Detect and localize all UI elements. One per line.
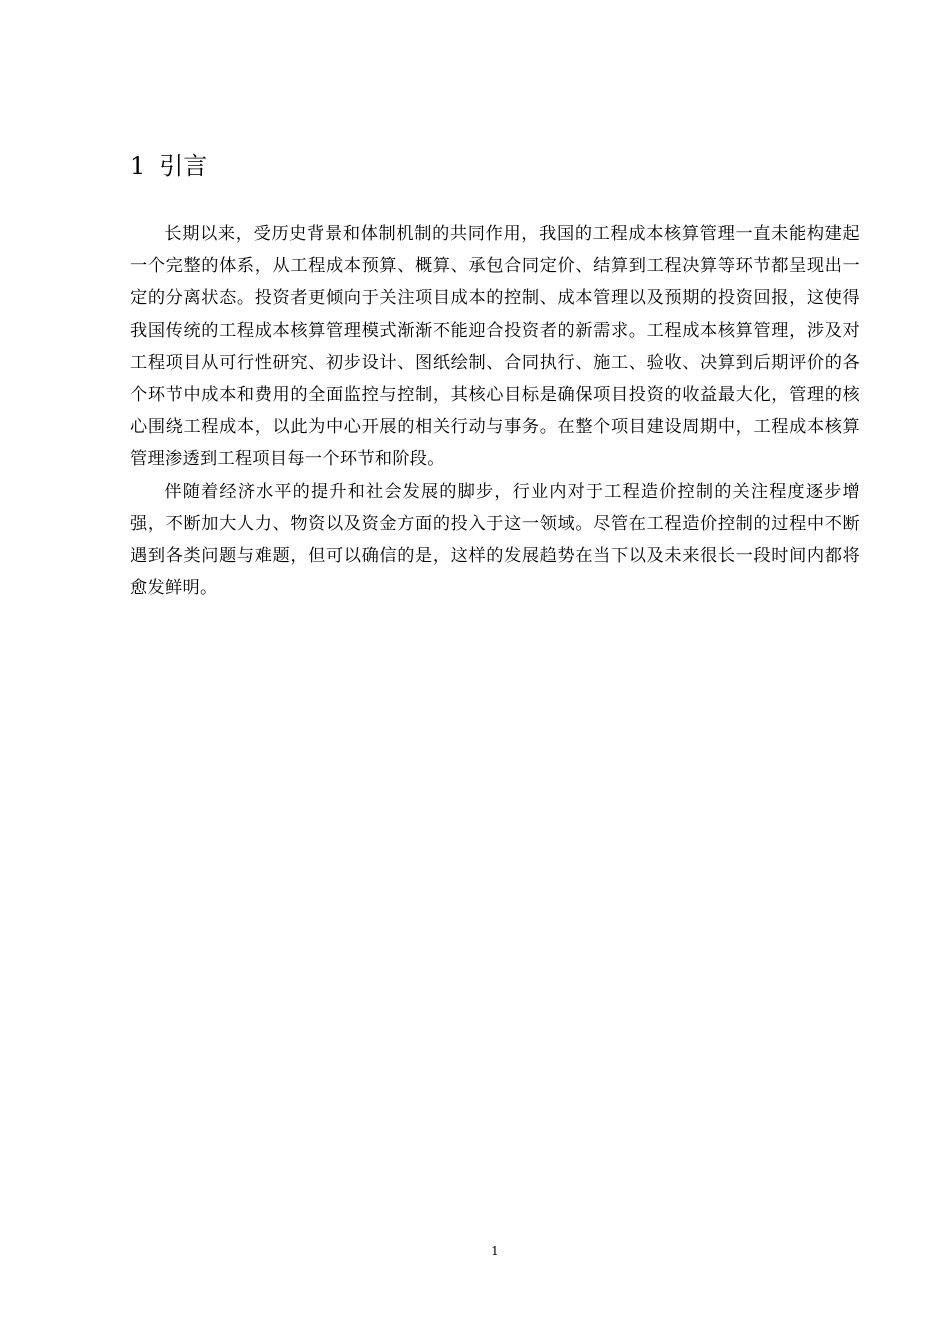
paragraph: 长期以来，受历史背景和体制机制的共同作用，我国的工程成本核算管理一直未能构建起一个完整的体系，从工程成本预算、概算、承包合同定价、结算到工程决算等环节都呈现出一定的分离状态。投资者更倾向于关注项目成本的控制、成本管理以及预期的投资回报，这使得我国传统的工程成本核算管理模式渐渐不能迎合投资者的新需求。工程成本核算管理，涉及对工程项目从可行性研究、初步设计、图纸绘制、合同执行、施工、验收、决算到后期评价的各个环节中成本和费用的全面监控与控制，其核心目标是确保项目投资的收益最大化，管理的核心围绕工程成本，以此为中心开展的相关行动与事务。在整个项目建设周期中，工程成本核算管理渗透到工程项目每一个环节和阶段。 — [130, 224, 860, 470]
paragraph: 伴随着经济水平的提升和社会发展的脚步，行业内对于工程造价控制的关注程度逐步增强，不断加大人力、物资以及资金方面的投入于这一领域。尽管在工程造价控制的过程中不断遇到各类问题与难题，但可以确信的是，这样的发展趋势在当下以及未来很长一段时间内都将愈发鲜明。 — [130, 481, 860, 599]
section-number: 1 — [130, 152, 146, 180]
section-title: 引言 — [159, 152, 208, 180]
section-heading — [130, 148, 207, 184]
page-number: 1 — [491, 1244, 499, 1258]
body-text — [130, 218, 860, 604]
